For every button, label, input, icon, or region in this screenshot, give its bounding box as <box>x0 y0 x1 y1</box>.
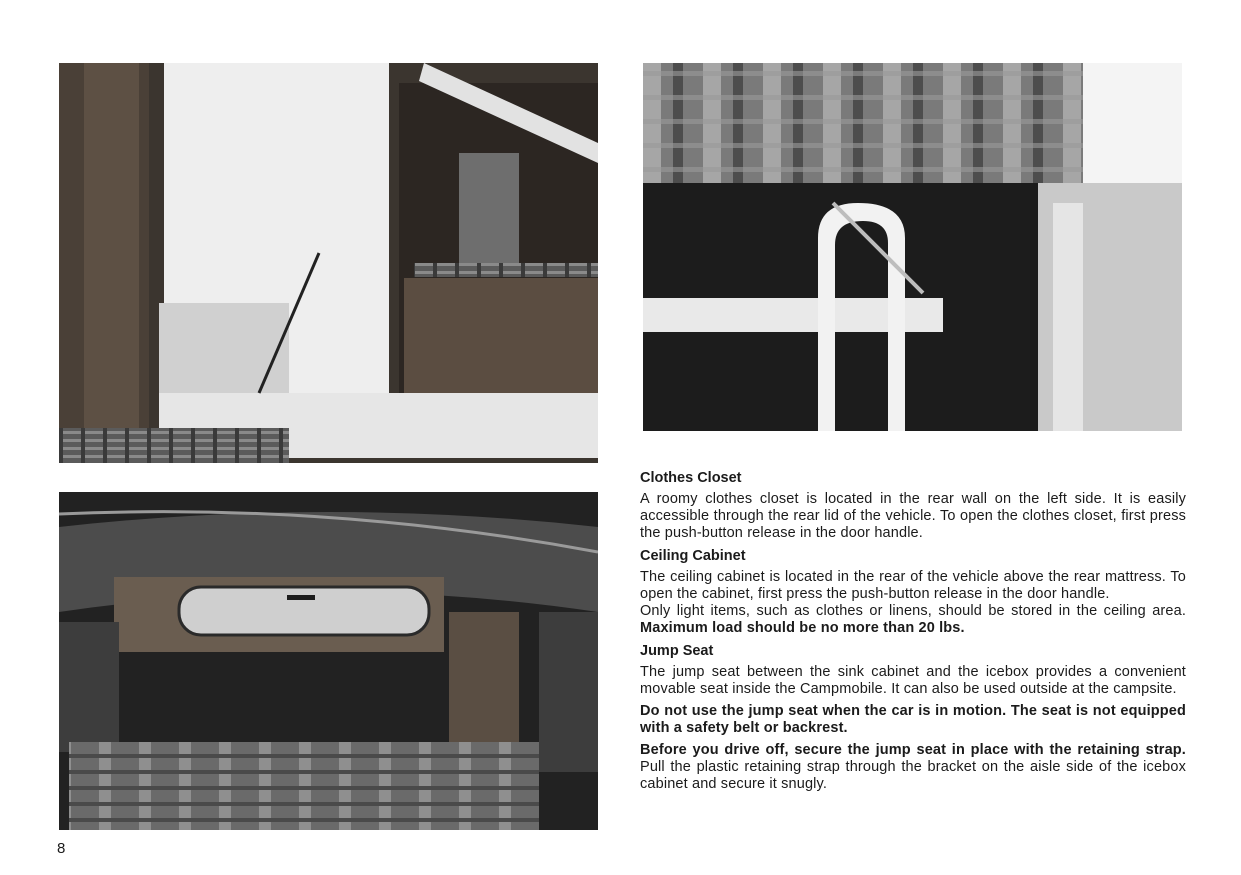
ceiling-cabinet-paragraph: The ceiling cabinet is located in the rear of the vehicle above the rear mattress. To open the cabinet, first press the push-button release in the door handle. <box>640 569 1186 602</box>
jump-seat-section <box>640 643 1186 793</box>
jump-seat-strap-warning: Before you drive off, secure the jump seat in place with the retaining strap. <box>640 742 1186 758</box>
clothes-closet-section <box>640 470 1186 542</box>
clothes-closet-heading: Clothes Closet <box>640 470 742 486</box>
ceiling-cabinet-load-text: Only light items, such as clothes or linens, should be stored in the ceiling area. <box>640 603 1186 619</box>
ceiling-cabinet-section <box>640 548 1186 637</box>
ceiling-cabinet-photo <box>59 492 598 830</box>
closet-photo <box>59 63 598 463</box>
ceiling-cabinet-heading: Ceiling Cabinet <box>640 548 746 564</box>
ceiling-cabinet-load-warning: Maximum load should be no more than 20 lbs. <box>640 620 965 636</box>
jump-seat-strap-text: Pull the plastic retaining strap through the bracket on the aisle side of the icebox cabinet and secure it snugly. <box>640 759 1186 792</box>
clothes-closet-paragraph: A roomy clothes closet is located in the rear wall on the left side. It is easily accessible through the rear lid of the vehicle. To open the clothes closet, first press the push-button release in the door handle. <box>640 491 1186 541</box>
text-column <box>640 470 1186 793</box>
page-number: 8 <box>57 840 66 857</box>
ceiling-cabinet-load-paragraph <box>640 603 1186 637</box>
jump-seat-warning: Do not use the jump seat when the car is in motion. The seat is not equipped with a safety belt or backrest. <box>640 703 1186 736</box>
jump-seat-photo <box>643 63 1182 431</box>
jump-seat-paragraph: The jump seat between the sink cabinet and the icebox provides a convenient movable seat inside the Campmobile. It can also be used outside at the campsite. <box>640 664 1186 697</box>
jump-seat-heading: Jump Seat <box>640 643 714 659</box>
jump-seat-strap-paragraph <box>640 742 1186 793</box>
